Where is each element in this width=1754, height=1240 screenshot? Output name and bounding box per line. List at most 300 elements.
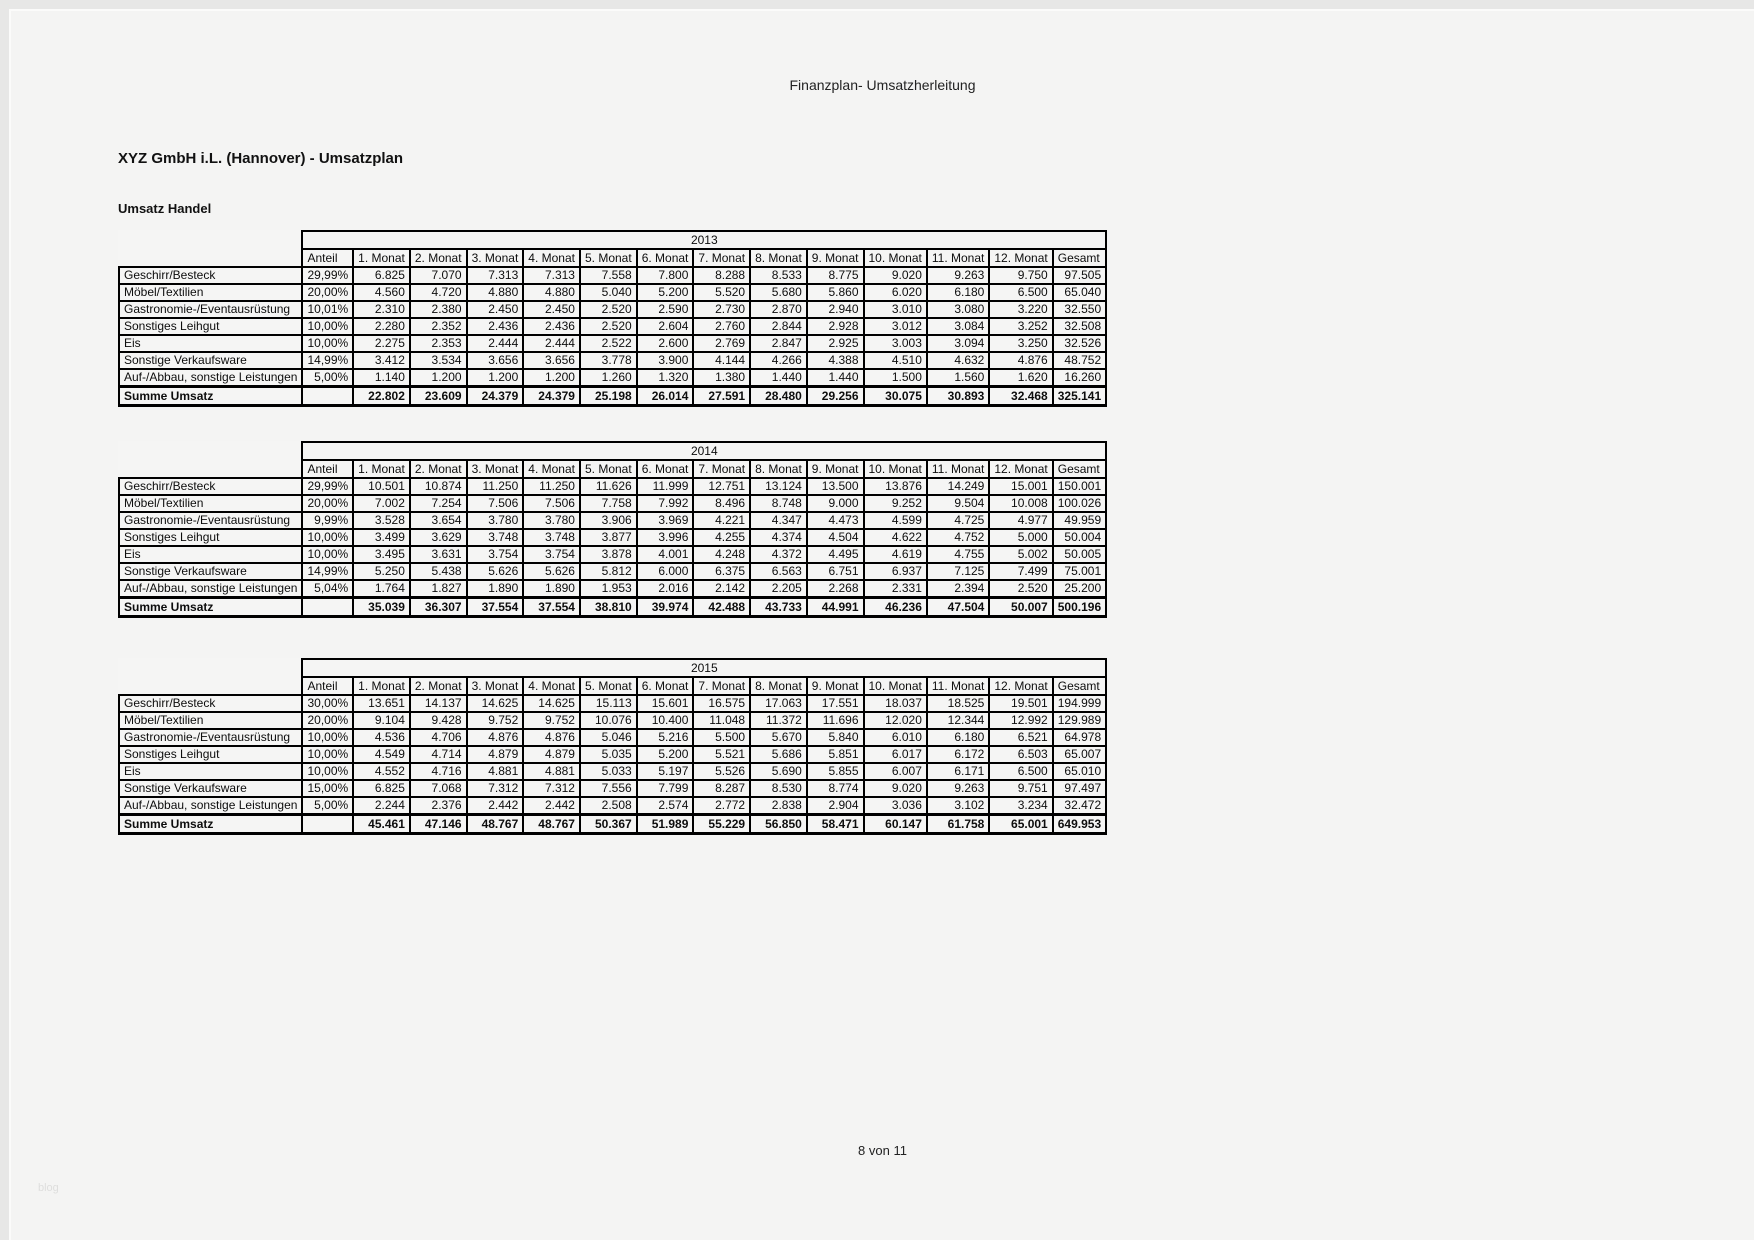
month-value-3: 2.436 bbox=[467, 318, 524, 335]
month-value-8: 6.563 bbox=[750, 563, 807, 580]
month-value-8: 2.844 bbox=[750, 318, 807, 335]
month-value-2: 10.874 bbox=[410, 478, 467, 495]
month-value-8: 4.266 bbox=[750, 352, 807, 369]
column-header-month-4: 4. Monat bbox=[523, 249, 580, 267]
anteil-value: 10,00% bbox=[302, 335, 353, 352]
month-value-6: 11.999 bbox=[637, 478, 694, 495]
sum-month-value-10: 46.236 bbox=[864, 598, 927, 617]
month-value-9: 4.473 bbox=[807, 512, 864, 529]
sum-month-value-9: 29.256 bbox=[807, 387, 864, 406]
month-value-12: 9.750 bbox=[989, 267, 1052, 284]
month-value-9: 6.751 bbox=[807, 563, 864, 580]
month-value-3: 3.780 bbox=[467, 512, 524, 529]
month-value-6: 7.992 bbox=[637, 495, 694, 512]
section-subtitle: Umsatz Handel bbox=[118, 201, 212, 216]
corner-spacer bbox=[119, 231, 302, 249]
month-value-5: 1.953 bbox=[580, 580, 637, 598]
month-value-7: 2.772 bbox=[693, 797, 750, 815]
month-value-7: 4.255 bbox=[693, 529, 750, 546]
month-value-10: 9.252 bbox=[864, 495, 927, 512]
month-value-2: 4.720 bbox=[410, 284, 467, 301]
sum-row bbox=[119, 815, 1106, 834]
sum-month-value-6: 51.989 bbox=[637, 815, 694, 834]
month-value-5: 2.508 bbox=[580, 797, 637, 815]
month-value-1: 9.104 bbox=[353, 712, 410, 729]
corner-spacer bbox=[119, 442, 302, 460]
month-value-6: 3.996 bbox=[637, 529, 694, 546]
month-value-7: 4.221 bbox=[693, 512, 750, 529]
page-number: 8 von 11 bbox=[858, 1143, 907, 1158]
month-value-11: 9.263 bbox=[927, 267, 989, 284]
row-label: Geschirr/Besteck bbox=[119, 478, 302, 495]
month-value-8: 2.847 bbox=[750, 335, 807, 352]
month-value-6: 6.000 bbox=[637, 563, 694, 580]
year-band-row bbox=[119, 442, 1106, 460]
sum-month-value-9: 58.471 bbox=[807, 815, 864, 834]
row-label: Geschirr/Besteck bbox=[119, 695, 302, 712]
month-value-10: 4.622 bbox=[864, 529, 927, 546]
table-row bbox=[119, 495, 1106, 512]
gesamt-value: 100.026 bbox=[1053, 495, 1106, 512]
month-value-11: 4.755 bbox=[927, 546, 989, 563]
month-value-5: 3.778 bbox=[580, 352, 637, 369]
month-value-10: 9.020 bbox=[864, 267, 927, 284]
month-value-2: 7.068 bbox=[410, 780, 467, 797]
month-value-12: 4.876 bbox=[989, 352, 1052, 369]
month-value-2: 7.254 bbox=[410, 495, 467, 512]
table-row bbox=[119, 780, 1106, 797]
row-label: Auf-/Abbau, sonstige Leistungen bbox=[119, 369, 302, 387]
month-value-10: 6.007 bbox=[864, 763, 927, 780]
sum-month-value-3: 37.554 bbox=[467, 598, 524, 617]
gesamt-value: 48.752 bbox=[1053, 352, 1106, 369]
column-header-month-9: 9. Monat bbox=[807, 460, 864, 478]
month-value-12: 9.751 bbox=[989, 780, 1052, 797]
month-value-2: 2.353 bbox=[410, 335, 467, 352]
document-page bbox=[9, 9, 1754, 1240]
table-row bbox=[119, 512, 1106, 529]
column-header-month-4: 4. Monat bbox=[523, 677, 580, 695]
gesamt-value: 65.010 bbox=[1053, 763, 1106, 780]
column-header-month-9: 9. Monat bbox=[807, 677, 864, 695]
month-value-11: 4.632 bbox=[927, 352, 989, 369]
row-label: Sonstiges Leihgut bbox=[119, 529, 302, 546]
month-value-7: 4.248 bbox=[693, 546, 750, 563]
month-value-7: 2.760 bbox=[693, 318, 750, 335]
month-value-4: 7.312 bbox=[523, 780, 580, 797]
table-row bbox=[119, 797, 1106, 815]
row-label: Sonstige Verkaufsware bbox=[119, 563, 302, 580]
month-value-2: 5.438 bbox=[410, 563, 467, 580]
sum-month-value-1: 45.461 bbox=[353, 815, 410, 834]
gesamt-value: 32.508 bbox=[1053, 318, 1106, 335]
row-label: Sonstiges Leihgut bbox=[119, 318, 302, 335]
sum-month-value-1: 35.039 bbox=[353, 598, 410, 617]
table-row bbox=[119, 335, 1106, 352]
row-label: Möbel/Textilien bbox=[119, 284, 302, 301]
month-value-6: 5.197 bbox=[637, 763, 694, 780]
gesamt-value: 50.004 bbox=[1053, 529, 1106, 546]
row-label: Sonstiges Leihgut bbox=[119, 746, 302, 763]
table-row bbox=[119, 580, 1106, 598]
page-title: XYZ GmbH i.L. (Hannover) - Umsatzplan bbox=[118, 150, 404, 167]
month-value-12: 15.001 bbox=[989, 478, 1052, 495]
month-value-8: 13.124 bbox=[750, 478, 807, 495]
year-band-row bbox=[119, 659, 1106, 677]
month-value-1: 6.825 bbox=[353, 780, 410, 797]
table-row bbox=[119, 478, 1106, 495]
column-header-month-8: 8. Monat bbox=[750, 249, 807, 267]
anteil-value: 20,00% bbox=[302, 495, 353, 512]
month-value-3: 4.880 bbox=[467, 284, 524, 301]
sum-month-value-5: 25.198 bbox=[580, 387, 637, 406]
month-value-7: 2.142 bbox=[693, 580, 750, 598]
month-value-3: 4.876 bbox=[467, 729, 524, 746]
month-value-8: 8.530 bbox=[750, 780, 807, 797]
month-value-12: 3.250 bbox=[989, 335, 1052, 352]
corner-spacer bbox=[119, 659, 302, 677]
month-value-1: 2.280 bbox=[353, 318, 410, 335]
month-value-5: 3.878 bbox=[580, 546, 637, 563]
sum-month-value-7: 27.591 bbox=[693, 387, 750, 406]
month-value-1: 2.310 bbox=[353, 301, 410, 318]
column-header-month-5: 5. Monat bbox=[580, 249, 637, 267]
sum-month-value-8: 28.480 bbox=[750, 387, 807, 406]
month-value-10: 12.020 bbox=[864, 712, 927, 729]
month-value-1: 1.140 bbox=[353, 369, 410, 387]
month-value-11: 14.249 bbox=[927, 478, 989, 495]
month-value-6: 7.800 bbox=[637, 267, 694, 284]
gesamt-value: 32.526 bbox=[1053, 335, 1106, 352]
sum-month-value-4: 48.767 bbox=[523, 815, 580, 834]
anteil-value: 14,99% bbox=[302, 352, 353, 369]
sum-month-value-7: 42.488 bbox=[693, 598, 750, 617]
month-value-5: 5.035 bbox=[580, 746, 637, 763]
sum-month-value-5: 38.810 bbox=[580, 598, 637, 617]
sum-month-value-12: 50.007 bbox=[989, 598, 1052, 617]
month-value-1: 3.499 bbox=[353, 529, 410, 546]
anteil-value: 9,99% bbox=[302, 512, 353, 529]
column-header-month-11: 11. Monat bbox=[927, 460, 989, 478]
sum-gesamt-value: 649.953 bbox=[1053, 815, 1106, 834]
month-value-6: 15.601 bbox=[637, 695, 694, 712]
sum-row bbox=[119, 598, 1106, 617]
month-value-5: 7.558 bbox=[580, 267, 637, 284]
month-value-10: 3.036 bbox=[864, 797, 927, 815]
month-value-4: 4.881 bbox=[523, 763, 580, 780]
month-value-5: 15.113 bbox=[580, 695, 637, 712]
month-value-3: 3.656 bbox=[467, 352, 524, 369]
month-value-1: 7.002 bbox=[353, 495, 410, 512]
month-value-9: 5.860 bbox=[807, 284, 864, 301]
month-value-4: 7.506 bbox=[523, 495, 580, 512]
month-value-8: 4.374 bbox=[750, 529, 807, 546]
sum-month-value-10: 30.075 bbox=[864, 387, 927, 406]
month-value-10: 13.876 bbox=[864, 478, 927, 495]
row-label: Gastronomie-/Eventausrüstung bbox=[119, 301, 302, 318]
row-label: Eis bbox=[119, 546, 302, 563]
column-header-month-7: 7. Monat bbox=[693, 677, 750, 695]
month-value-4: 1.200 bbox=[523, 369, 580, 387]
gesamt-value: 65.007 bbox=[1053, 746, 1106, 763]
table-row bbox=[119, 301, 1106, 318]
month-value-9: 4.504 bbox=[807, 529, 864, 546]
column-header-month-2: 2. Monat bbox=[410, 249, 467, 267]
month-value-12: 10.008 bbox=[989, 495, 1052, 512]
column-header-month-2: 2. Monat bbox=[410, 677, 467, 695]
month-value-5: 5.033 bbox=[580, 763, 637, 780]
umsatz-table-2015 bbox=[118, 658, 1107, 835]
month-value-11: 9.504 bbox=[927, 495, 989, 512]
month-value-9: 9.000 bbox=[807, 495, 864, 512]
month-value-1: 3.412 bbox=[353, 352, 410, 369]
month-value-6: 1.320 bbox=[637, 369, 694, 387]
column-header-month-12: 12. Monat bbox=[989, 249, 1052, 267]
gesamt-value: 32.550 bbox=[1053, 301, 1106, 318]
month-value-7: 1.380 bbox=[693, 369, 750, 387]
sum-month-value-3: 24.379 bbox=[467, 387, 524, 406]
month-value-10: 3.012 bbox=[864, 318, 927, 335]
column-header-month-11: 11. Monat bbox=[927, 249, 989, 267]
month-value-10: 18.037 bbox=[864, 695, 927, 712]
month-value-10: 4.599 bbox=[864, 512, 927, 529]
anteil-value: 20,00% bbox=[302, 284, 353, 301]
column-header-month-10: 10. Monat bbox=[864, 249, 927, 267]
month-value-5: 7.758 bbox=[580, 495, 637, 512]
sum-anteil bbox=[302, 387, 353, 406]
month-value-9: 1.440 bbox=[807, 369, 864, 387]
month-value-4: 2.444 bbox=[523, 335, 580, 352]
month-value-8: 2.205 bbox=[750, 580, 807, 598]
column-header-month-3: 3. Monat bbox=[467, 677, 524, 695]
umsatz-table-2014 bbox=[118, 441, 1107, 618]
sum-month-value-11: 30.893 bbox=[927, 387, 989, 406]
month-value-9: 11.696 bbox=[807, 712, 864, 729]
month-value-1: 2.244 bbox=[353, 797, 410, 815]
month-value-3: 4.881 bbox=[467, 763, 524, 780]
month-value-3: 9.752 bbox=[467, 712, 524, 729]
sum-month-value-11: 47.504 bbox=[927, 598, 989, 617]
month-value-11: 6.180 bbox=[927, 729, 989, 746]
watermark-text: blog bbox=[38, 1182, 59, 1194]
month-value-5: 10.076 bbox=[580, 712, 637, 729]
month-value-2: 1.200 bbox=[410, 369, 467, 387]
table-row bbox=[119, 529, 1106, 546]
row-label: Geschirr/Besteck bbox=[119, 267, 302, 284]
month-value-8: 11.372 bbox=[750, 712, 807, 729]
month-value-7: 8.288 bbox=[693, 267, 750, 284]
column-header-row bbox=[119, 677, 1106, 695]
table-row bbox=[119, 352, 1106, 369]
month-value-9: 4.495 bbox=[807, 546, 864, 563]
month-value-11: 3.094 bbox=[927, 335, 989, 352]
month-value-7: 5.526 bbox=[693, 763, 750, 780]
anteil-value: 29,99% bbox=[302, 478, 353, 495]
gesamt-value: 97.497 bbox=[1053, 780, 1106, 797]
column-header-month-6: 6. Monat bbox=[637, 460, 694, 478]
month-value-9: 2.928 bbox=[807, 318, 864, 335]
table-row bbox=[119, 695, 1106, 712]
month-value-5: 7.556 bbox=[580, 780, 637, 797]
column-header-month-3: 3. Monat bbox=[467, 249, 524, 267]
gesamt-value: 32.472 bbox=[1053, 797, 1106, 815]
column-header-month-3: 3. Monat bbox=[467, 460, 524, 478]
column-header-gesamt: Gesamt bbox=[1053, 677, 1106, 695]
month-value-9: 5.851 bbox=[807, 746, 864, 763]
month-value-7: 5.500 bbox=[693, 729, 750, 746]
month-value-6: 5.200 bbox=[637, 746, 694, 763]
row-label: Auf-/Abbau, sonstige Leistungen bbox=[119, 580, 302, 598]
month-value-4: 3.748 bbox=[523, 529, 580, 546]
month-value-9: 4.388 bbox=[807, 352, 864, 369]
sum-label: Summe Umsatz bbox=[119, 387, 302, 406]
month-value-11: 7.125 bbox=[927, 563, 989, 580]
gesamt-value: 75.001 bbox=[1053, 563, 1106, 580]
month-value-7: 5.521 bbox=[693, 746, 750, 763]
month-value-12: 12.992 bbox=[989, 712, 1052, 729]
month-value-5: 2.520 bbox=[580, 301, 637, 318]
month-value-1: 3.495 bbox=[353, 546, 410, 563]
month-value-3: 2.444 bbox=[467, 335, 524, 352]
month-value-6: 3.900 bbox=[637, 352, 694, 369]
month-value-8: 4.347 bbox=[750, 512, 807, 529]
sum-month-value-3: 48.767 bbox=[467, 815, 524, 834]
month-value-3: 7.313 bbox=[467, 267, 524, 284]
month-value-1: 4.549 bbox=[353, 746, 410, 763]
table-row bbox=[119, 318, 1106, 335]
month-value-7: 5.520 bbox=[693, 284, 750, 301]
sum-gesamt-value: 500.196 bbox=[1053, 598, 1106, 617]
month-value-12: 6.503 bbox=[989, 746, 1052, 763]
month-value-12: 4.977 bbox=[989, 512, 1052, 529]
month-value-10: 3.010 bbox=[864, 301, 927, 318]
sum-label: Summe Umsatz bbox=[119, 815, 302, 834]
month-value-10: 2.331 bbox=[864, 580, 927, 598]
month-value-6: 2.600 bbox=[637, 335, 694, 352]
month-value-7: 16.575 bbox=[693, 695, 750, 712]
month-value-1: 4.560 bbox=[353, 284, 410, 301]
month-value-8: 8.533 bbox=[750, 267, 807, 284]
column-header-gesamt: Gesamt bbox=[1053, 460, 1106, 478]
month-value-5: 5.812 bbox=[580, 563, 637, 580]
anteil-value: 10,00% bbox=[302, 529, 353, 546]
month-value-8: 17.063 bbox=[750, 695, 807, 712]
month-value-9: 2.904 bbox=[807, 797, 864, 815]
month-value-5: 11.626 bbox=[580, 478, 637, 495]
month-value-6: 4.001 bbox=[637, 546, 694, 563]
row-label: Gastronomie-/Eventausrüstung bbox=[119, 729, 302, 746]
anteil-value: 5,04% bbox=[302, 580, 353, 598]
gesamt-value: 150.001 bbox=[1053, 478, 1106, 495]
column-header-month-1: 1. Monat bbox=[353, 460, 410, 478]
year-label: 2015 bbox=[302, 659, 1106, 677]
month-value-7: 6.375 bbox=[693, 563, 750, 580]
month-value-9: 2.268 bbox=[807, 580, 864, 598]
month-value-2: 4.716 bbox=[410, 763, 467, 780]
column-header-month-7: 7. Monat bbox=[693, 460, 750, 478]
month-value-6: 7.799 bbox=[637, 780, 694, 797]
anteil-value: 10,00% bbox=[302, 318, 353, 335]
month-value-11: 2.394 bbox=[927, 580, 989, 598]
month-value-3: 1.890 bbox=[467, 580, 524, 598]
month-value-10: 6.010 bbox=[864, 729, 927, 746]
row-label: Sonstige Verkaufsware bbox=[119, 352, 302, 369]
umsatz-table-2013 bbox=[118, 230, 1107, 407]
month-value-11: 6.180 bbox=[927, 284, 989, 301]
month-value-4: 14.625 bbox=[523, 695, 580, 712]
column-header-month-8: 8. Monat bbox=[750, 677, 807, 695]
month-value-9: 2.940 bbox=[807, 301, 864, 318]
table-row bbox=[119, 746, 1106, 763]
column-header-row bbox=[119, 460, 1106, 478]
month-value-12: 2.520 bbox=[989, 580, 1052, 598]
corner-spacer bbox=[119, 460, 302, 478]
month-value-11: 6.171 bbox=[927, 763, 989, 780]
month-value-9: 8.774 bbox=[807, 780, 864, 797]
column-header-month-5: 5. Monat bbox=[580, 460, 637, 478]
month-value-5: 2.522 bbox=[580, 335, 637, 352]
month-value-11: 3.084 bbox=[927, 318, 989, 335]
month-value-2: 9.428 bbox=[410, 712, 467, 729]
gesamt-value: 50.005 bbox=[1053, 546, 1106, 563]
sum-month-value-2: 36.307 bbox=[410, 598, 467, 617]
month-value-4: 11.250 bbox=[523, 478, 580, 495]
month-value-4: 5.626 bbox=[523, 563, 580, 580]
month-value-12: 5.000 bbox=[989, 529, 1052, 546]
gesamt-value: 97.505 bbox=[1053, 267, 1106, 284]
anteil-value: 30,00% bbox=[302, 695, 353, 712]
month-value-4: 7.313 bbox=[523, 267, 580, 284]
anteil-value: 14,99% bbox=[302, 563, 353, 580]
column-header-gesamt: Gesamt bbox=[1053, 249, 1106, 267]
column-header-month-8: 8. Monat bbox=[750, 460, 807, 478]
anteil-value: 10,00% bbox=[302, 729, 353, 746]
month-value-8: 5.670 bbox=[750, 729, 807, 746]
month-value-3: 5.626 bbox=[467, 563, 524, 580]
month-value-10: 6.017 bbox=[864, 746, 927, 763]
year-label: 2013 bbox=[302, 231, 1106, 249]
month-value-12: 3.252 bbox=[989, 318, 1052, 335]
month-value-9: 5.840 bbox=[807, 729, 864, 746]
column-header-month-11: 11. Monat bbox=[927, 677, 989, 695]
year-band-row bbox=[119, 231, 1106, 249]
month-value-8: 8.748 bbox=[750, 495, 807, 512]
sum-month-value-12: 32.468 bbox=[989, 387, 1052, 406]
sum-month-value-8: 56.850 bbox=[750, 815, 807, 834]
table-row bbox=[119, 284, 1106, 301]
month-value-5: 5.040 bbox=[580, 284, 637, 301]
month-value-1: 10.501 bbox=[353, 478, 410, 495]
row-label: Eis bbox=[119, 335, 302, 352]
month-value-8: 2.838 bbox=[750, 797, 807, 815]
column-header-month-6: 6. Monat bbox=[637, 249, 694, 267]
anteil-value: 10,00% bbox=[302, 746, 353, 763]
sum-anteil bbox=[302, 815, 353, 834]
month-value-2: 3.654 bbox=[410, 512, 467, 529]
month-value-12: 5.002 bbox=[989, 546, 1052, 563]
month-value-6: 3.969 bbox=[637, 512, 694, 529]
sum-month-value-2: 23.609 bbox=[410, 387, 467, 406]
table-row bbox=[119, 712, 1106, 729]
column-header-month-12: 12. Monat bbox=[989, 460, 1052, 478]
column-header-anteil: Anteil bbox=[302, 249, 353, 267]
month-value-6: 5.200 bbox=[637, 284, 694, 301]
table-row bbox=[119, 546, 1106, 563]
month-value-9: 8.775 bbox=[807, 267, 864, 284]
month-value-12: 3.220 bbox=[989, 301, 1052, 318]
month-value-10: 4.619 bbox=[864, 546, 927, 563]
month-value-12: 6.500 bbox=[989, 284, 1052, 301]
